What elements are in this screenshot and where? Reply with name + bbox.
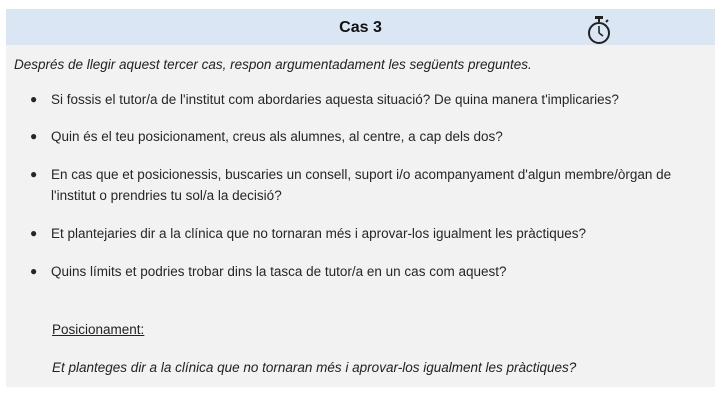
intro-text: Després de llegir aquest tercer cas, respon argumentadament les següents preguntes.: [14, 57, 532, 72]
bullet: ●: [30, 92, 38, 106]
question-text: Quin és el teu posicionament, creus als alumnes, al centre, a cap dels dos?: [51, 129, 503, 144]
slide-title: Cas 3: [339, 19, 382, 36]
bullet: ●: [30, 226, 38, 240]
bullet: ●: [30, 264, 38, 278]
question-text: Si fossis el tutor/a de l'institut com abordaries aquesta situació? De quina manera t'implicaries?: [51, 92, 619, 107]
stopwatch-icon: [586, 15, 612, 45]
question-text: Et plantejaries dir a la clínica que no tornaran més i aprovar-los igualment les pràctiques?: [51, 226, 587, 241]
question-text: En cas que et posicionessis, buscaries un consell, suport i/o acompanyament d'algun membre/òrgan de l'institut o prendries tu sol/a la decisió?: [51, 167, 672, 203]
bullet: ●: [30, 129, 38, 143]
title-bar: [6, 9, 715, 45]
bullet: ●: [30, 167, 38, 181]
posicionament-label: Posicionament:: [52, 322, 145, 337]
slide: [6, 9, 715, 387]
question-text: Quins límits et podries trobar dins la tasca de tutor/a en un cas com aquest?: [51, 264, 507, 279]
posicionament-text: Et planteges dir a la clínica que no tornaran més i aprovar-los igualment les pràctiques?: [52, 360, 577, 375]
